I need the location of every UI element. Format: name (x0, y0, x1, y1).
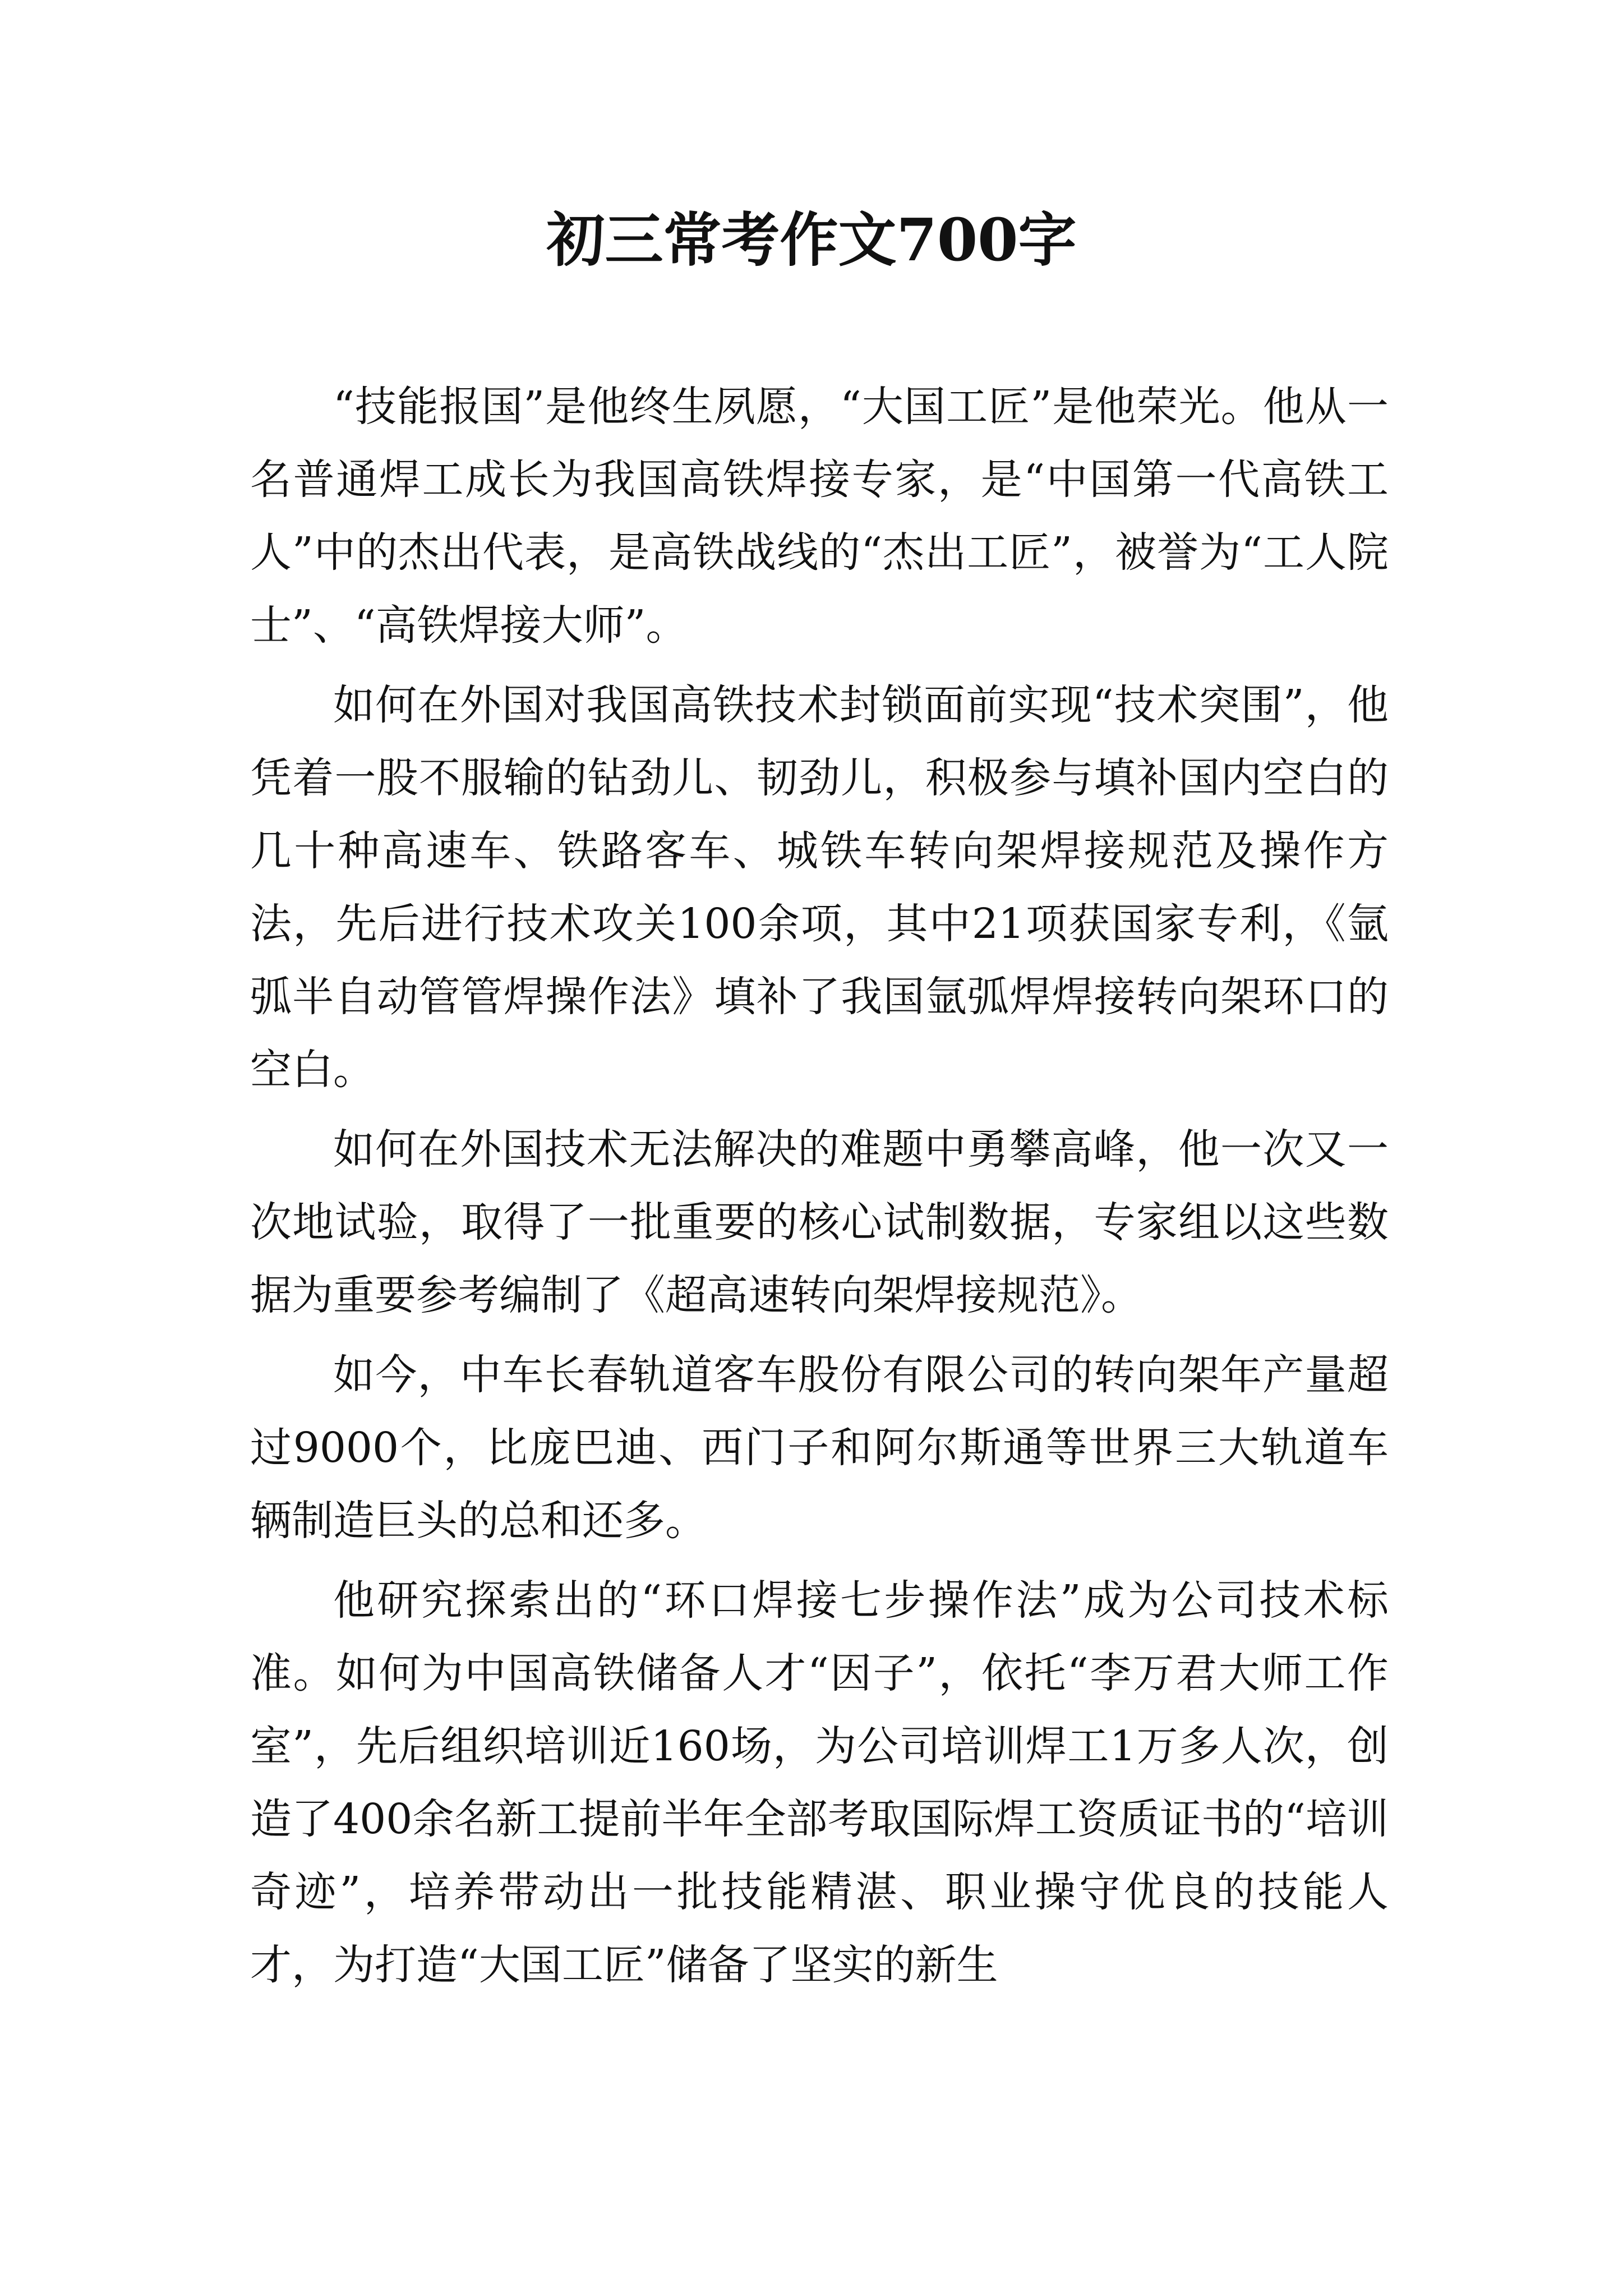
document-title: 初三常考作文700字 (546, 205, 1077, 274)
paragraph: 如何在外国技术无法解决的难题中勇攀高峰，他一次又一次地试验，取得了一批重要的核心试制数据，专家组以这些数据为重要参考编制了《超高速转向架焊接规范》。 (250, 1125, 1389, 1319)
paragraph: 如何在外国对我国高铁技术封锁面前实现“技术突围”，他凭着一股不服输的钻劲儿、韧劲儿，积极参与填补国内空白的几十种高速车、铁路客车、城铁车转向架焊接规范及操作方法，先后进行技术攻关100余项，其中21项获国家专利，《氩弧半自动管管焊操作法》填补了我国氩弧焊焊接转向架环口的空白。 (250, 681, 1389, 1094)
paragraph: “技能报国”是他终生夙愿，“大国工匠”是他荣光。他从一名普通焊工成长为我国高铁焊接专家，是“中国第一代高铁工人”中的杰出代表，是高铁战线的“杰出工匠”，被誉为“工人院士”、“高铁焊接大师”。 (250, 383, 1389, 650)
document-body (250, 370, 1389, 2008)
paragraph: 他研究探索出的“环口焊接七步操作法”成为公司技术标准。如何为中国高铁储备人才“因子”，依托“李万君大师工作室”，先后组织培训近160场，为公司培训焊工1万多人次，创造了400余名新工提前半年全部考取国际焊工资质证书的“培训奇迹”，培养带动出一批技能精湛、职业操守优良的技能人才，为打造“大国工匠”储备了坚实的新生 (250, 1576, 1389, 1989)
paragraph: 如今，中车长春轨道客车股份有限公司的转向架年产量超过9000个，比庞巴迪、西门子和阿尔斯通等世界三大轨道车辆制造巨头的总和还多。 (250, 1351, 1389, 1545)
